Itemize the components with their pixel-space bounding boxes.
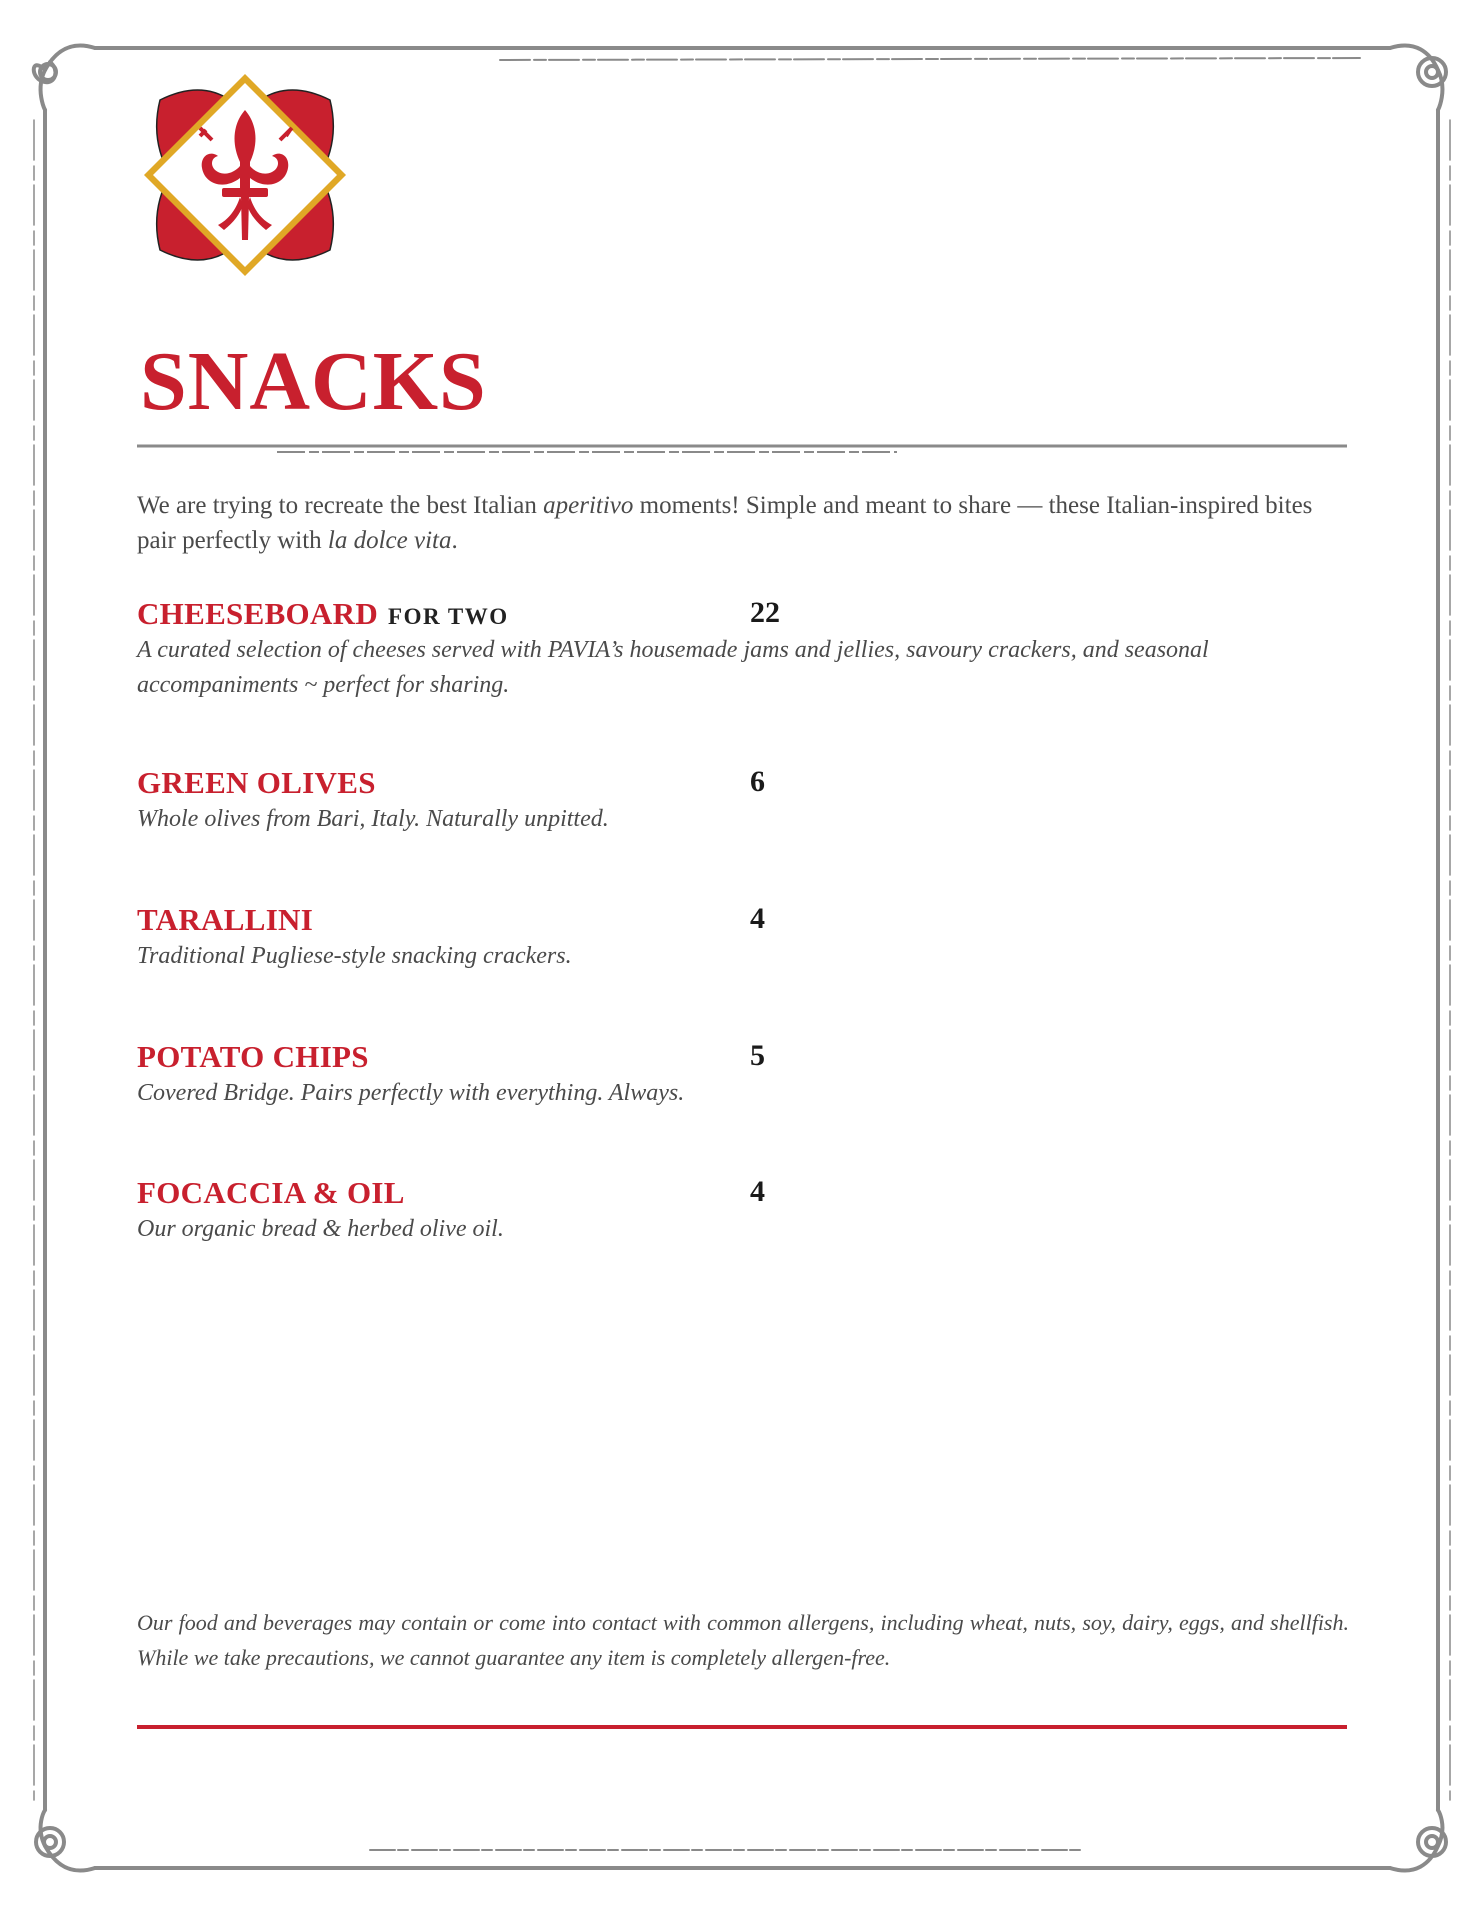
intro-paragraph: We are trying to recreate the best Italian aperitivo moments! Simple and meant to share — these Italian-inspired bites pair perfectly with la dolce vita.: [137, 492, 1313, 554]
item-name: POTATO CHIPS: [137, 1039, 369, 1074]
scroll-flourish-icon: [1390, 1810, 1446, 1871]
scroll-flourish-icon: [34, 45, 95, 110]
item-name: CHEESEBOARD FOR TWO: [137, 596, 509, 631]
item-price: 6: [750, 765, 765, 798]
item-price: 5: [750, 1039, 765, 1072]
scroll-flourish-icon: [36, 1810, 95, 1871]
scroll-flourish-icon: [1390, 45, 1446, 110]
item-description: Traditional Pugliese-style snacking crackers.: [137, 943, 572, 969]
item-subtitle: FOR TWO: [388, 604, 509, 629]
item-name: TARALLINI: [137, 902, 314, 937]
item-price: 4: [750, 1175, 765, 1208]
item-description: Whole olives from Bari, Italy. Naturally unpitted.: [137, 806, 609, 832]
item-price: 22: [750, 596, 780, 629]
item-name: FOCACCIA & OIL: [137, 1175, 405, 1210]
item-description: Our organic bread & herbed olive oil.: [137, 1216, 504, 1242]
item-description: Covered Bridge. Pairs perfectly with everything. Always.: [137, 1080, 685, 1106]
item-price: 4: [750, 902, 765, 935]
item-name: GREEN OLIVES: [137, 765, 376, 800]
item-description: A curated selection of cheeses served with PAVIA’s housemade jams and jellies, savoury crackers, and seasonal accompaniments ~ perfect for sharing.: [137, 637, 1209, 698]
title-divider: [137, 441, 1347, 455]
fleur-de-lis-logo: [140, 70, 350, 280]
page-title: SNACKS: [140, 335, 487, 428]
bottom-divider: [137, 1725, 1347, 1729]
allergen-notice: Our food and beverages may contain or come into contact with common allergens, including wheat, nuts, soy, dairy, eggs, and shellfish. While we take precautions, we cannot guarantee any item is completely allergen-free.: [137, 1610, 1349, 1670]
